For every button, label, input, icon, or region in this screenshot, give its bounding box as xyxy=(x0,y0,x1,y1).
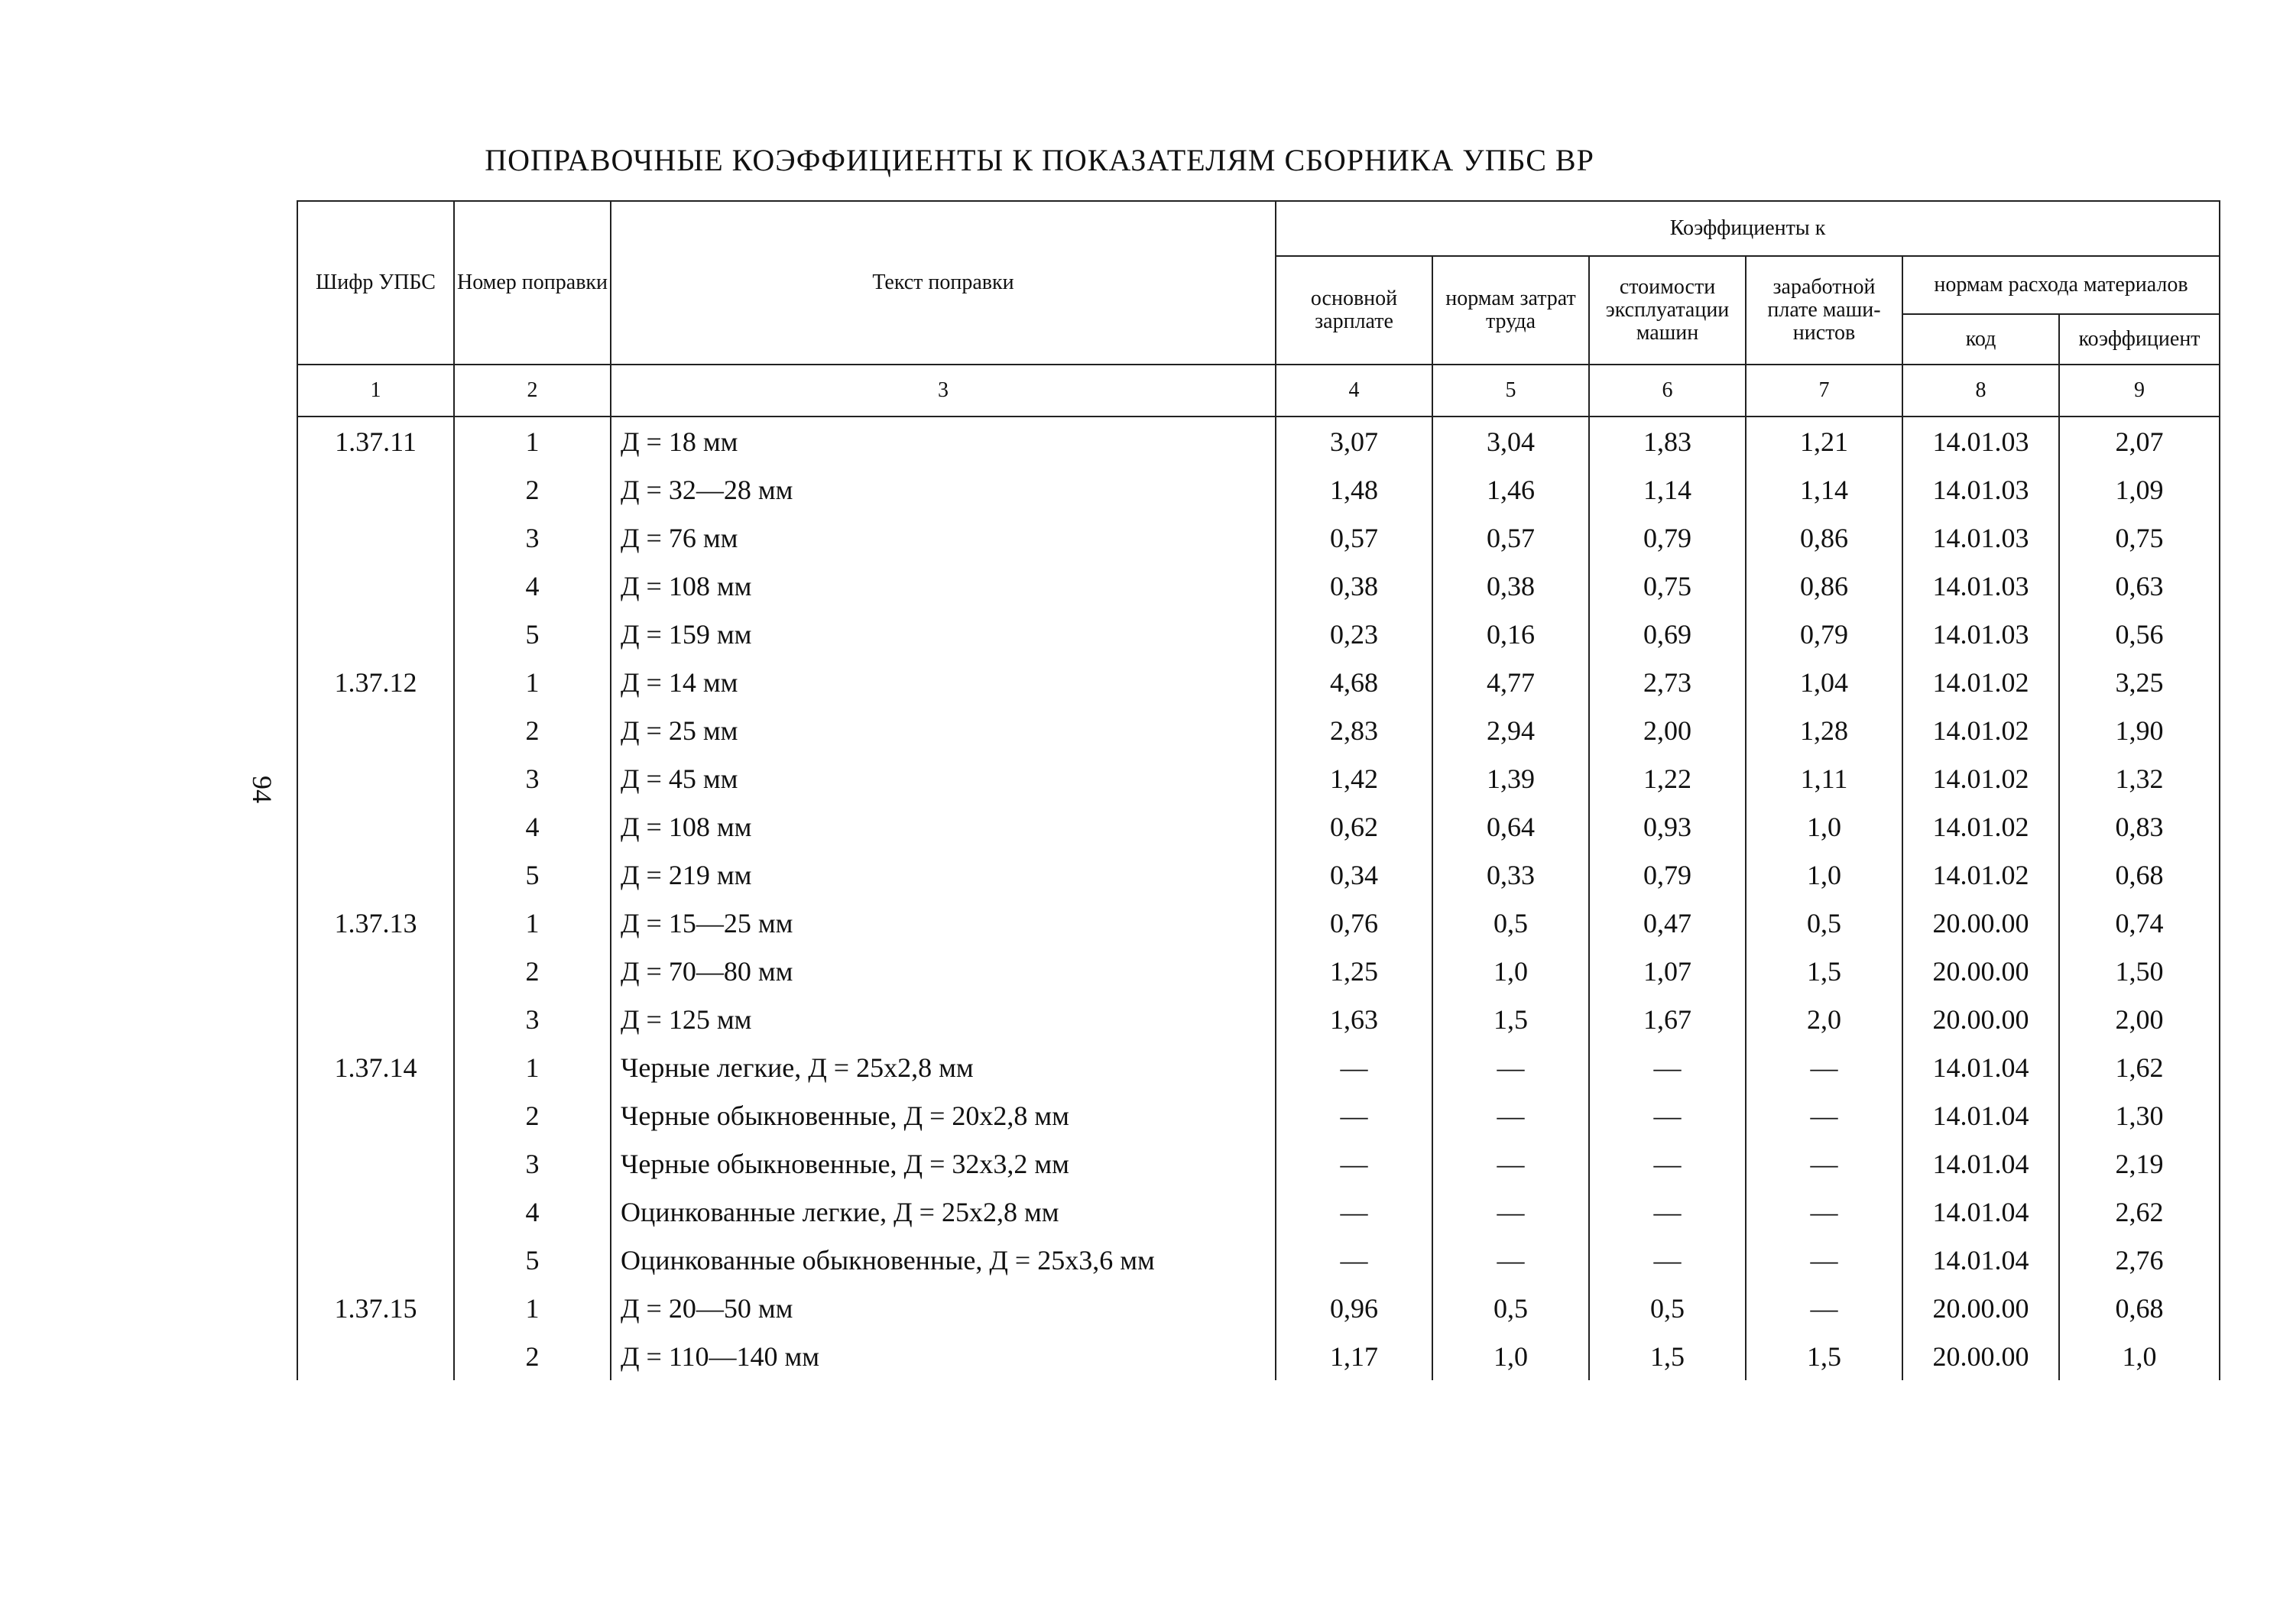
table-row xyxy=(297,754,2220,802)
zarabotnoy-cell: — xyxy=(1746,1139,1902,1188)
text-cell: Д = 32—28 мм xyxy=(611,465,1276,514)
koef-cell: 0,56 xyxy=(2059,610,2220,658)
text-cell: Д = 15—25 мм xyxy=(611,899,1276,947)
table-row xyxy=(297,1188,2220,1236)
osnovnoy-cell: 3,07 xyxy=(1276,417,1432,465)
shifr-cell: 1.37.12 xyxy=(297,658,454,706)
osnovnoy-cell: 1,17 xyxy=(1276,1332,1432,1380)
stoimosti-cell: 1,5 xyxy=(1589,1332,1746,1380)
shifr-cell xyxy=(297,706,454,754)
normam-truda-cell: — xyxy=(1432,1043,1589,1091)
shifr-cell xyxy=(297,610,454,658)
shifr-cell xyxy=(297,995,454,1043)
koef-cell: 0,74 xyxy=(2059,899,2220,947)
koef-cell: 2,19 xyxy=(2059,1139,2220,1188)
table-row xyxy=(297,1139,2220,1188)
normam-truda-cell: 0,16 xyxy=(1432,610,1589,658)
column-number: 4 xyxy=(1276,365,1432,417)
stoimosti-cell: 1,83 xyxy=(1589,417,1746,465)
zarabotnoy-cell: 1,5 xyxy=(1746,947,1902,995)
text-cell: Д = 108 мм xyxy=(611,802,1276,851)
osnovnoy-cell: 0,23 xyxy=(1276,610,1432,658)
kod-cell: 14.01.03 xyxy=(1902,465,2059,514)
text-cell: Д = 219 мм xyxy=(611,851,1276,899)
zarabotnoy-cell: 1,28 xyxy=(1746,706,1902,754)
nomer-cell: 2 xyxy=(454,1091,611,1139)
normam-truda-cell: — xyxy=(1432,1091,1589,1139)
normam-truda-cell: 1,5 xyxy=(1432,995,1589,1043)
table-row xyxy=(297,1236,2220,1284)
column-number: 8 xyxy=(1902,365,2059,417)
zarabotnoy-cell: 1,14 xyxy=(1746,465,1902,514)
zarabotnoy-cell: 1,0 xyxy=(1746,851,1902,899)
table-row xyxy=(297,514,2220,562)
shifr-cell xyxy=(297,1332,454,1380)
nomer-cell: 1 xyxy=(454,1043,611,1091)
text-cell: Черные легкие, Д = 25х2,8 мм xyxy=(611,1043,1276,1091)
kod-cell: 20.00.00 xyxy=(1902,995,2059,1043)
nomer-cell: 1 xyxy=(454,658,611,706)
nomer-cell: 5 xyxy=(454,851,611,899)
osnovnoy-cell: 1,25 xyxy=(1276,947,1432,995)
nomer-cell: 2 xyxy=(454,465,611,514)
stoimosti-cell: 1,67 xyxy=(1589,995,1746,1043)
table-row xyxy=(297,802,2220,851)
stoimosti-cell: 1,22 xyxy=(1589,754,1746,802)
text-cell: Черные обыкновенные, Д = 32х3,2 мм xyxy=(611,1139,1276,1188)
text-cell: Д = 76 мм xyxy=(611,514,1276,562)
stoimosti-cell: — xyxy=(1589,1091,1746,1139)
nomer-cell: 1 xyxy=(454,417,611,465)
kod-cell: 14.01.04 xyxy=(1902,1188,2059,1236)
shifr-cell xyxy=(297,465,454,514)
zarabotnoy-cell: 1,04 xyxy=(1746,658,1902,706)
header-stoimosti: стоимости эксплуатации машин xyxy=(1589,256,1746,365)
column-numbers-row xyxy=(297,365,2220,417)
shifr-cell xyxy=(297,802,454,851)
zarabotnoy-cell: 0,86 xyxy=(1746,514,1902,562)
stoimosti-cell: 0,79 xyxy=(1589,514,1746,562)
table-row xyxy=(297,658,2220,706)
koef-cell: 1,0 xyxy=(2059,1332,2220,1380)
zarabotnoy-cell: 1,21 xyxy=(1746,417,1902,465)
koef-cell: 2,62 xyxy=(2059,1188,2220,1236)
kod-cell: 20.00.00 xyxy=(1902,899,2059,947)
column-number: 7 xyxy=(1746,365,1902,417)
osnovnoy-cell: — xyxy=(1276,1091,1432,1139)
normam-truda-cell: — xyxy=(1432,1236,1589,1284)
kod-cell: 20.00.00 xyxy=(1902,947,2059,995)
kod-cell: 14.01.03 xyxy=(1902,514,2059,562)
shifr-cell xyxy=(297,562,454,610)
osnovnoy-cell: 0,96 xyxy=(1276,1284,1432,1332)
stoimosti-cell: — xyxy=(1589,1188,1746,1236)
text-cell: Д = 110—140 мм xyxy=(611,1332,1276,1380)
kod-cell: 14.01.02 xyxy=(1902,706,2059,754)
stoimosti-cell: 0,79 xyxy=(1589,851,1746,899)
stoimosti-cell: 0,75 xyxy=(1589,562,1746,610)
kod-cell: 14.01.04 xyxy=(1902,1236,2059,1284)
shifr-cell xyxy=(297,1188,454,1236)
zarabotnoy-cell: 1,11 xyxy=(1746,754,1902,802)
kod-cell: 14.01.02 xyxy=(1902,851,2059,899)
nomer-cell: 4 xyxy=(454,562,611,610)
table-row xyxy=(297,1043,2220,1091)
normam-truda-cell: 3,04 xyxy=(1432,417,1589,465)
zarabotnoy-cell: — xyxy=(1746,1236,1902,1284)
osnovnoy-cell: 0,76 xyxy=(1276,899,1432,947)
nomer-cell: 3 xyxy=(454,1139,611,1188)
shifr-cell xyxy=(297,1091,454,1139)
nomer-cell: 3 xyxy=(454,514,611,562)
normam-truda-cell: — xyxy=(1432,1139,1589,1188)
normam-truda-cell: 0,5 xyxy=(1432,899,1589,947)
header-normam-truda: нормам затрат труда xyxy=(1432,256,1589,365)
text-cell: Черные обыкновенные, Д = 20х2,8 мм xyxy=(611,1091,1276,1139)
column-number: 3 xyxy=(611,365,1276,417)
osnovnoy-cell: 0,34 xyxy=(1276,851,1432,899)
zarabotnoy-cell: 1,5 xyxy=(1746,1332,1902,1380)
stoimosti-cell: 0,47 xyxy=(1589,899,1746,947)
kod-cell: 14.01.02 xyxy=(1902,754,2059,802)
zarabotnoy-cell: — xyxy=(1746,1091,1902,1139)
kod-cell: 14.01.04 xyxy=(1902,1139,2059,1188)
normam-truda-cell: 0,57 xyxy=(1432,514,1589,562)
nomer-cell: 1 xyxy=(454,899,611,947)
shifr-cell xyxy=(297,514,454,562)
stoimosti-cell: — xyxy=(1589,1043,1746,1091)
normam-truda-cell: 2,94 xyxy=(1432,706,1589,754)
column-number: 9 xyxy=(2059,365,2220,417)
text-cell: Д = 45 мм xyxy=(611,754,1276,802)
osnovnoy-cell: — xyxy=(1276,1139,1432,1188)
table-row xyxy=(297,610,2220,658)
normam-truda-cell: 0,33 xyxy=(1432,851,1589,899)
kod-cell: 20.00.00 xyxy=(1902,1284,2059,1332)
table-row xyxy=(297,417,2220,465)
table-row xyxy=(297,465,2220,514)
shifr-cell: 1.37.11 xyxy=(297,417,454,465)
table-row xyxy=(297,995,2220,1043)
header-text: Текст поправки xyxy=(611,201,1276,365)
nomer-cell: 1 xyxy=(454,1284,611,1332)
stoimosti-cell: — xyxy=(1589,1139,1746,1188)
koef-cell: 0,63 xyxy=(2059,562,2220,610)
normam-truda-cell: 1,0 xyxy=(1432,1332,1589,1380)
kod-cell: 14.01.03 xyxy=(1902,610,2059,658)
page-title: ПОПРАВОЧНЫЕ КОЭФФИЦИЕНТЫ К ПОКАЗАТЕЛЯМ СБОРНИКА УПБС ВР xyxy=(485,143,1594,177)
nomer-cell: 5 xyxy=(454,1236,611,1284)
koef-cell: 2,07 xyxy=(2059,417,2220,465)
koef-cell: 1,09 xyxy=(2059,465,2220,514)
header-shifr: Шифр УПБС xyxy=(297,201,454,365)
koef-cell: 3,25 xyxy=(2059,658,2220,706)
shifr-cell xyxy=(297,947,454,995)
osnovnoy-cell: 1,63 xyxy=(1276,995,1432,1043)
table-row xyxy=(297,1332,2220,1380)
koef-cell: 0,83 xyxy=(2059,802,2220,851)
osnovnoy-cell: 0,62 xyxy=(1276,802,1432,851)
text-cell: Д = 14 мм xyxy=(611,658,1276,706)
coefficients-table xyxy=(297,200,2220,1380)
koef-cell: 1,32 xyxy=(2059,754,2220,802)
stoimosti-cell: — xyxy=(1589,1236,1746,1284)
normam-truda-cell: 1,39 xyxy=(1432,754,1589,802)
table-row xyxy=(297,1091,2220,1139)
nomer-cell: 2 xyxy=(454,1332,611,1380)
header-coef-group: Коэффициенты к xyxy=(1276,201,2220,256)
stoimosti-cell: 1,07 xyxy=(1589,947,1746,995)
zarabotnoy-cell: 0,5 xyxy=(1746,899,1902,947)
koef-cell: 0,68 xyxy=(2059,1284,2220,1332)
text-cell: Д = 20—50 мм xyxy=(611,1284,1276,1332)
shifr-cell xyxy=(297,1139,454,1188)
kod-cell: 14.01.04 xyxy=(1902,1091,2059,1139)
osnovnoy-cell: 1,42 xyxy=(1276,754,1432,802)
column-number: 6 xyxy=(1589,365,1746,417)
table-row xyxy=(297,562,2220,610)
zarabotnoy-cell: 1,0 xyxy=(1746,802,1902,851)
kod-cell: 14.01.03 xyxy=(1902,417,2059,465)
osnovnoy-cell: 0,38 xyxy=(1276,562,1432,610)
osnovnoy-cell: — xyxy=(1276,1236,1432,1284)
header-osnovnoy: основной зарплате xyxy=(1276,256,1432,365)
text-cell: Д = 70—80 мм xyxy=(611,947,1276,995)
column-number: 1 xyxy=(297,365,454,417)
osnovnoy-cell: 4,68 xyxy=(1276,658,1432,706)
table-row xyxy=(297,851,2220,899)
koef-cell: 0,68 xyxy=(2059,851,2220,899)
text-cell: Д = 25 мм xyxy=(611,706,1276,754)
header-nomer: Номер поправки xyxy=(454,201,611,365)
nomer-cell: 4 xyxy=(454,1188,611,1236)
koef-cell: 0,75 xyxy=(2059,514,2220,562)
nomer-cell: 2 xyxy=(454,706,611,754)
nomer-cell: 3 xyxy=(454,754,611,802)
stoimosti-cell: 0,69 xyxy=(1589,610,1746,658)
stoimosti-cell: 2,00 xyxy=(1589,706,1746,754)
normam-truda-cell: 0,64 xyxy=(1432,802,1589,851)
header-kod: код xyxy=(1902,314,2059,365)
normam-truda-cell: 4,77 xyxy=(1432,658,1589,706)
table-row xyxy=(297,706,2220,754)
osnovnoy-cell: 2,83 xyxy=(1276,706,1432,754)
koef-cell: 1,50 xyxy=(2059,947,2220,995)
normam-truda-cell: 0,5 xyxy=(1432,1284,1589,1332)
shifr-cell: 1.37.14 xyxy=(297,1043,454,1091)
koef-cell: 1,62 xyxy=(2059,1043,2220,1091)
zarabotnoy-cell: — xyxy=(1746,1043,1902,1091)
zarabotnoy-cell: 2,0 xyxy=(1746,995,1902,1043)
normam-truda-cell: 0,38 xyxy=(1432,562,1589,610)
column-number: 5 xyxy=(1432,365,1589,417)
kod-cell: 14.01.02 xyxy=(1902,802,2059,851)
table-row xyxy=(297,1284,2220,1332)
koef-cell: 1,30 xyxy=(2059,1091,2220,1139)
koef-cell: 1,90 xyxy=(2059,706,2220,754)
nomer-cell: 3 xyxy=(454,995,611,1043)
kod-cell: 14.01.02 xyxy=(1902,658,2059,706)
stoimosti-cell: 0,5 xyxy=(1589,1284,1746,1332)
text-cell: Оцинкованные обыкновенные, Д = 25х3,6 мм xyxy=(611,1236,1276,1284)
nomer-cell: 2 xyxy=(454,947,611,995)
osnovnoy-cell: — xyxy=(1276,1188,1432,1236)
text-cell: Оцинкованные легкие, Д = 25х2,8 мм xyxy=(611,1188,1276,1236)
osnovnoy-cell: — xyxy=(1276,1043,1432,1091)
text-cell: Д = 108 мм xyxy=(611,562,1276,610)
shifr-cell: 1.37.13 xyxy=(297,899,454,947)
header-materialy: нормам расхода материалов xyxy=(1902,256,2220,314)
zarabotnoy-cell: 0,86 xyxy=(1746,562,1902,610)
text-cell: Д = 125 мм xyxy=(611,995,1276,1043)
nomer-cell: 5 xyxy=(454,610,611,658)
page-number: 94 xyxy=(247,776,277,803)
zarabotnoy-cell: — xyxy=(1746,1188,1902,1236)
shifr-cell xyxy=(297,851,454,899)
stoimosti-cell: 1,14 xyxy=(1589,465,1746,514)
normam-truda-cell: 1,0 xyxy=(1432,947,1589,995)
nomer-cell: 4 xyxy=(454,802,611,851)
zarabotnoy-cell: 0,79 xyxy=(1746,610,1902,658)
header-koef: коэффициент xyxy=(2059,314,2220,365)
kod-cell: 14.01.04 xyxy=(1902,1043,2059,1091)
column-number: 2 xyxy=(454,365,611,417)
kod-cell: 20.00.00 xyxy=(1902,1332,2059,1380)
table-row xyxy=(297,899,2220,947)
kod-cell: 14.01.03 xyxy=(1902,562,2059,610)
text-cell: Д = 18 мм xyxy=(611,417,1276,465)
koef-cell: 2,76 xyxy=(2059,1236,2220,1284)
zarabotnoy-cell: — xyxy=(1746,1284,1902,1332)
osnovnoy-cell: 1,48 xyxy=(1276,465,1432,514)
text-cell: Д = 159 мм xyxy=(611,610,1276,658)
koef-cell: 2,00 xyxy=(2059,995,2220,1043)
normam-truda-cell: — xyxy=(1432,1188,1589,1236)
header-zarabotnoy: заработной плате маши- нистов xyxy=(1746,256,1902,365)
shifr-cell xyxy=(297,754,454,802)
stoimosti-cell: 0,93 xyxy=(1589,802,1746,851)
stoimosti-cell: 2,73 xyxy=(1589,658,1746,706)
osnovnoy-cell: 0,57 xyxy=(1276,514,1432,562)
table-row xyxy=(297,947,2220,995)
shifr-cell: 1.37.15 xyxy=(297,1284,454,1332)
normam-truda-cell: 1,46 xyxy=(1432,465,1589,514)
shifr-cell xyxy=(297,1236,454,1284)
